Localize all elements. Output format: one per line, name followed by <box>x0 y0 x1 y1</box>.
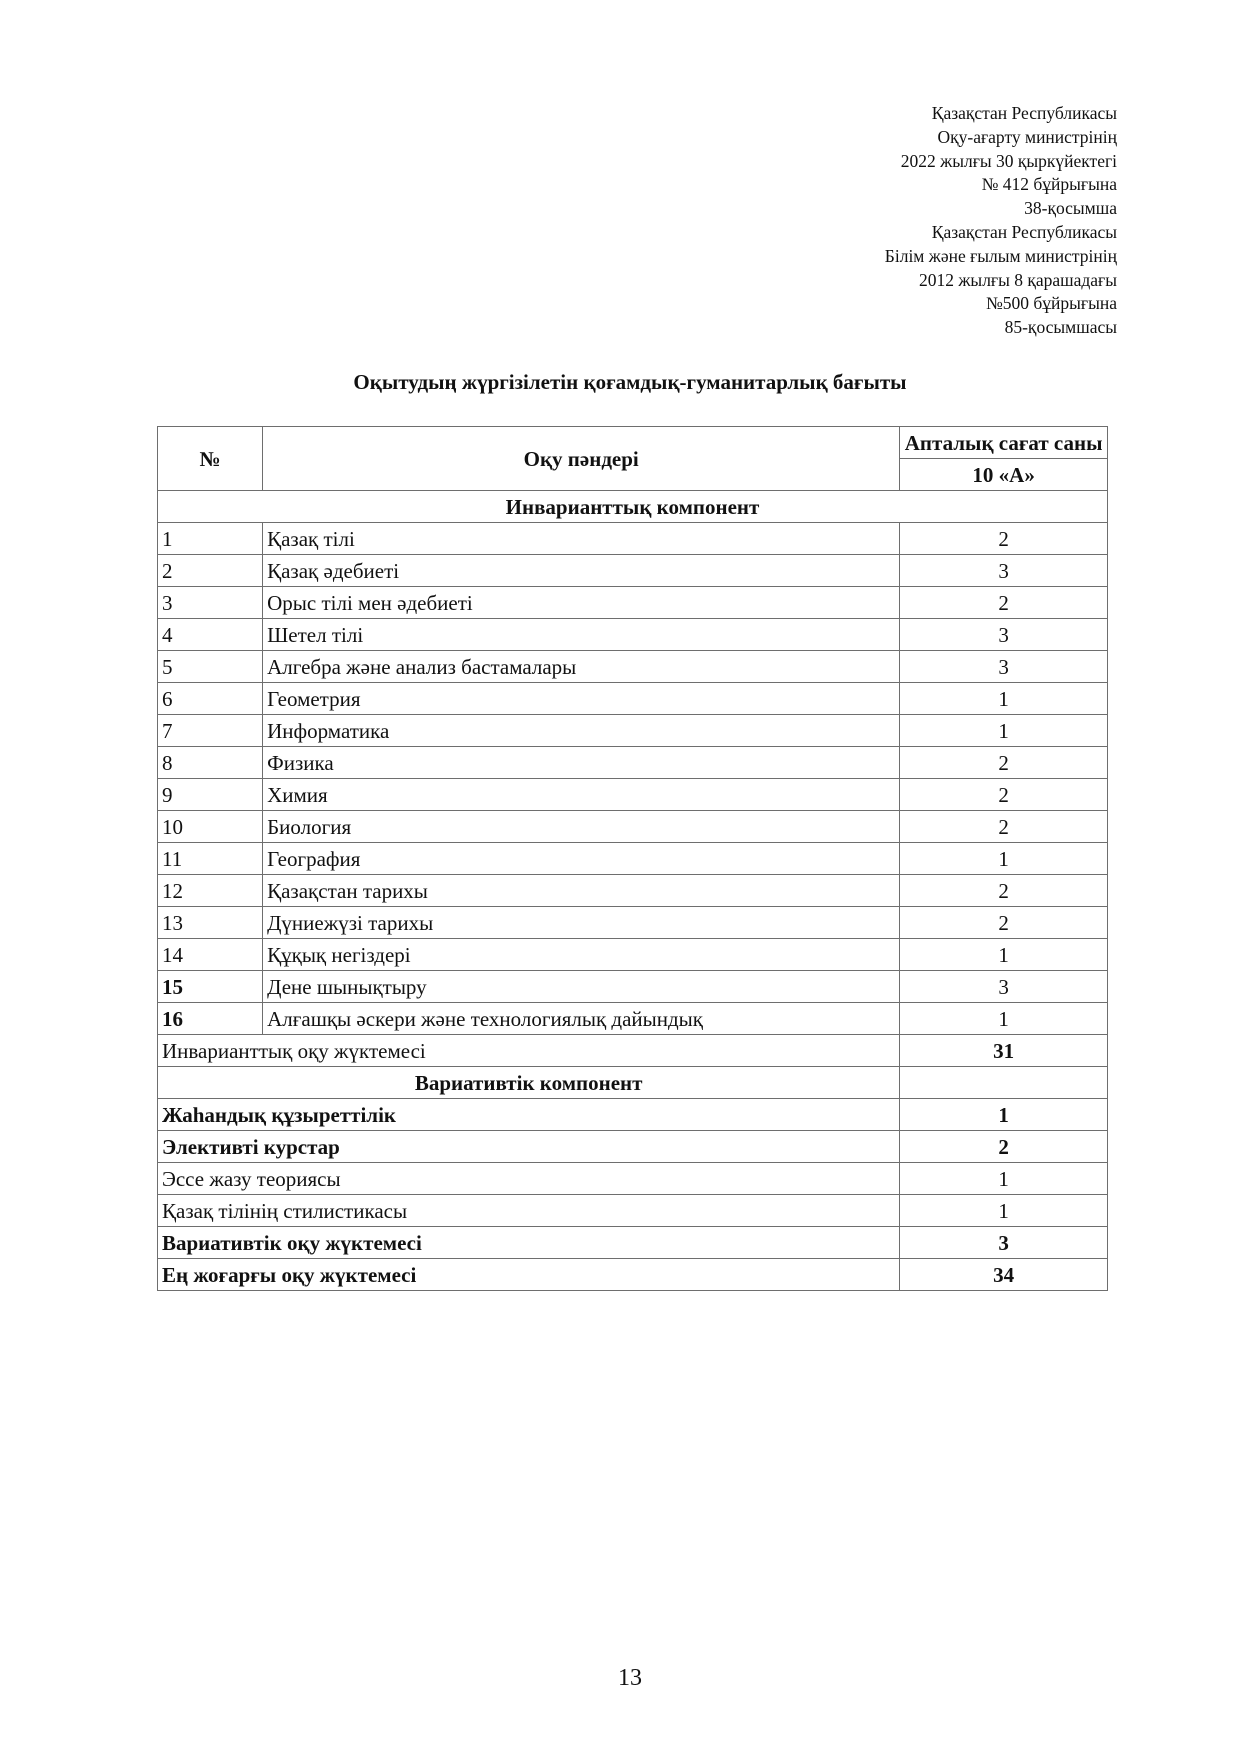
table-row <box>158 651 1108 683</box>
header-line: 2012 жылғы 8 қарашадағы <box>918 269 1117 290</box>
table-row <box>158 747 1108 779</box>
table-row <box>158 779 1108 811</box>
row-subject: Дүниежүзі тарихы <box>263 907 900 939</box>
variative-hours: 1 <box>900 1195 1108 1227</box>
page-number: 13 <box>618 1665 642 1691</box>
row-hours: 3 <box>900 555 1108 587</box>
table-row <box>158 683 1108 715</box>
row-subject: Химия <box>263 779 900 811</box>
header-line: № 412 бұйрығына <box>981 174 1117 195</box>
row-number: 2 <box>158 555 263 587</box>
row-subject: Геометрия <box>263 683 900 715</box>
table-row <box>158 811 1108 843</box>
row-number: 12 <box>158 875 263 907</box>
variative-total-hours: 3 <box>900 1227 1108 1259</box>
variative-subject: Элективті курстар <box>158 1131 900 1163</box>
table-row <box>158 843 1108 875</box>
table-row <box>158 1099 1108 1131</box>
column-header-class: 10 «А» <box>900 459 1108 491</box>
header-line: Оқу-ағарту министрінің <box>937 126 1117 147</box>
row-subject: Дене шынықтыру <box>263 971 900 1003</box>
row-subject: Алгебра және анализ бастамалары <box>263 651 900 683</box>
table-row <box>158 907 1108 939</box>
invariant-section-heading: Инварианттық компонент <box>158 491 1108 523</box>
row-subject: География <box>263 843 900 875</box>
document-title: Оқытудың жүргізілетін қоғамдық-гуманитарлық бағыты <box>353 370 907 394</box>
row-subject: Физика <box>263 747 900 779</box>
table-row <box>158 1131 1108 1163</box>
table-row <box>158 971 1108 1003</box>
variative-subject: Жаһандық құзыреттілік <box>158 1099 900 1131</box>
row-hours: 2 <box>900 875 1108 907</box>
row-number: 3 <box>158 587 263 619</box>
row-number: 4 <box>158 619 263 651</box>
row-subject: Алғашқы әскери және технологиялық дайындық <box>263 1003 900 1035</box>
row-subject: Қазақ тілі <box>263 523 900 555</box>
section-heading-row <box>158 1067 1108 1099</box>
row-subject: Орыс тілі мен әдебиеті <box>263 587 900 619</box>
variative-subject: Қазақ тілінің стилистикасы <box>158 1195 900 1227</box>
table-row <box>158 1163 1108 1195</box>
row-hours: 2 <box>900 907 1108 939</box>
row-number: 1 <box>158 523 263 555</box>
column-header-number: № <box>158 427 263 491</box>
row-hours: 2 <box>900 747 1108 779</box>
table-row <box>158 1003 1108 1035</box>
row-hours: 1 <box>900 939 1108 971</box>
row-number: 11 <box>158 843 263 875</box>
row-hours: 1 <box>900 683 1108 715</box>
empty-cell <box>900 1067 1108 1099</box>
table-row <box>158 939 1108 971</box>
row-subject: Қазақстан тарихы <box>263 875 900 907</box>
header-line: 38-қосымша <box>1024 198 1117 219</box>
row-hours: 2 <box>900 523 1108 555</box>
row-number: 9 <box>158 779 263 811</box>
row-number: 10 <box>158 811 263 843</box>
row-number: 16 <box>158 1003 263 1035</box>
variative-subject: Эссе жазу теориясы <box>158 1163 900 1195</box>
table-row <box>158 587 1108 619</box>
row-hours: 1 <box>900 1003 1108 1035</box>
row-hours: 2 <box>900 779 1108 811</box>
table-row <box>158 875 1108 907</box>
row-hours: 2 <box>900 587 1108 619</box>
table-header-row <box>158 427 1108 459</box>
table-row <box>158 555 1108 587</box>
row-subject: Құқық негіздері <box>263 939 900 971</box>
header-line: №500 бұйрығына <box>986 293 1117 314</box>
row-hours: 3 <box>900 651 1108 683</box>
header-line: Қазақстан Республикасы <box>931 103 1117 123</box>
row-hours: 3 <box>900 971 1108 1003</box>
row-number: 14 <box>158 939 263 971</box>
row-hours: 1 <box>900 715 1108 747</box>
row-hours: 2 <box>900 811 1108 843</box>
variative-hours: 2 <box>900 1131 1108 1163</box>
row-subject: Шетел тілі <box>263 619 900 651</box>
row-number: 8 <box>158 747 263 779</box>
invariant-total-hours: 31 <box>900 1035 1108 1067</box>
column-header-subject: Оқу пәндері <box>263 427 900 491</box>
max-total-row <box>158 1259 1108 1291</box>
header-line: Білім және ғылым министрінің <box>884 245 1117 266</box>
row-hours: 3 <box>900 619 1108 651</box>
variative-total-label: Вариативтік оқу жүктемесі <box>158 1227 900 1259</box>
row-number: 13 <box>158 907 263 939</box>
variative-section-heading: Вариативтік компонент <box>158 1067 900 1099</box>
variative-hours: 1 <box>900 1099 1108 1131</box>
invariant-total-label: Инварианттық оқу жүктемесі <box>158 1035 900 1067</box>
row-hours: 1 <box>900 843 1108 875</box>
table-row <box>158 1195 1108 1227</box>
variative-hours: 1 <box>900 1163 1108 1195</box>
row-subject: Информатика <box>263 715 900 747</box>
row-number: 7 <box>158 715 263 747</box>
order-reference-header <box>885 102 1117 340</box>
max-total-label: Ең жоғарғы оқу жүктемесі <box>158 1259 900 1291</box>
invariant-total-row <box>158 1035 1108 1067</box>
curriculum-table <box>157 426 1108 1291</box>
row-number: 15 <box>158 971 263 1003</box>
table-row <box>158 619 1108 651</box>
header-line: Қазақстан Республикасы <box>931 221 1117 242</box>
row-subject: Қазақ әдебиеті <box>263 555 900 587</box>
row-number: 5 <box>158 651 263 683</box>
header-line: 2022 жылғы 30 қыркүйектегі <box>900 150 1117 171</box>
row-subject: Биология <box>263 811 900 843</box>
table-row <box>158 523 1108 555</box>
column-header-hours: Апталық сағат саны <box>900 427 1108 459</box>
header-line: 85-қосымшасы <box>1004 317 1117 338</box>
variative-total-row <box>158 1227 1108 1259</box>
max-total-hours: 34 <box>900 1259 1108 1291</box>
row-number: 6 <box>158 683 263 715</box>
table-row <box>158 715 1108 747</box>
section-heading-row <box>158 491 1108 523</box>
